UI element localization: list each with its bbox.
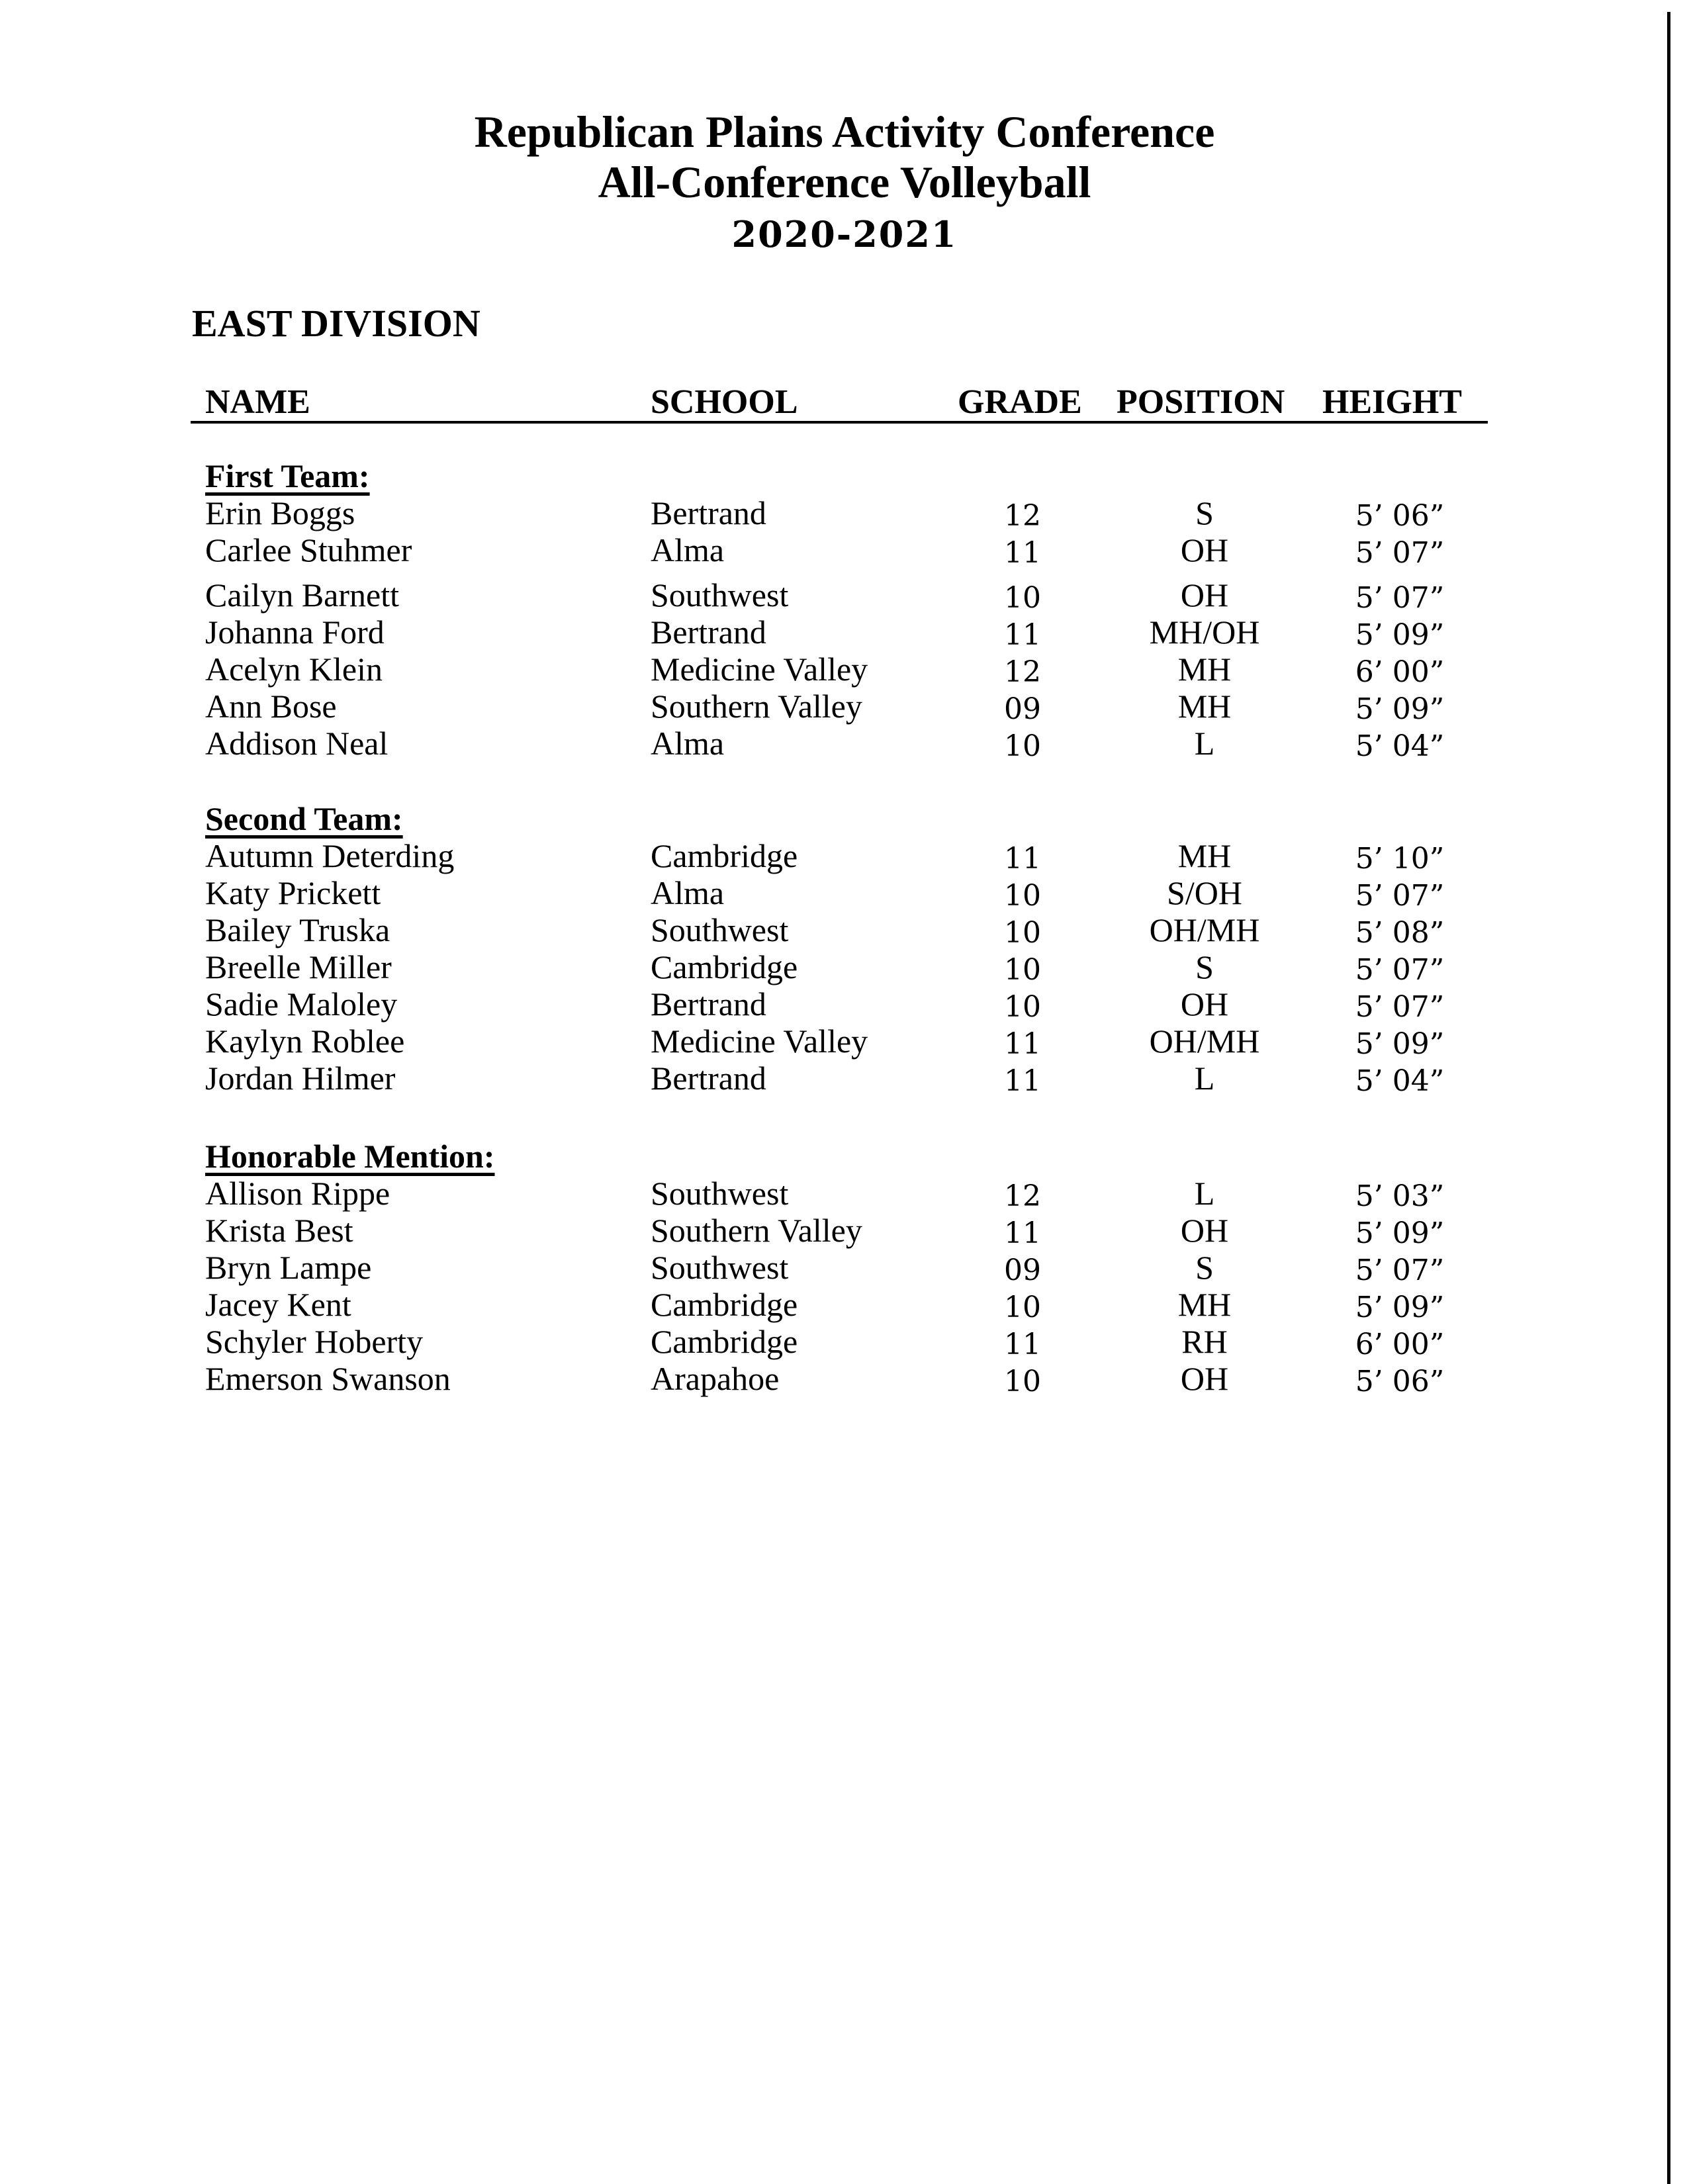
header-grade: GRADE [958, 383, 1082, 421]
cell-position: L [1194, 1060, 1215, 1097]
header-rule [191, 421, 1488, 424]
cell-position: OH [1180, 1360, 1229, 1397]
cell-grade: 10 [1004, 1291, 1041, 1324]
cell-name: Kaylyn Roblee [205, 1023, 405, 1060]
cell-grade: 11 [1004, 1216, 1041, 1250]
cell-height: 5’ 07” [1355, 953, 1445, 987]
cell-height: 5’ 07” [1355, 536, 1445, 570]
cell-school: Southern Valley [651, 1212, 862, 1249]
table-row [0, 650, 1689, 687]
table-row [0, 1248, 1689, 1285]
cell-school: Alma [651, 874, 725, 911]
cell-position: OH/MH [1149, 911, 1260, 948]
cell-height: 5’ 09” [1355, 1027, 1445, 1061]
table-row [0, 837, 1689, 874]
cell-grade: 11 [1004, 1027, 1041, 1061]
cell-height: 6’ 00” [1355, 1328, 1445, 1361]
cell-school: Medicine Valley [651, 1023, 868, 1060]
season-title: 2020-2021 [731, 213, 958, 255]
cell-position: S [1195, 494, 1214, 531]
cell-position: RH [1181, 1323, 1228, 1360]
cell-position: OH [1180, 985, 1229, 1023]
cell-height: 5’ 07” [1355, 879, 1445, 913]
cell-position: OH [1180, 1212, 1229, 1249]
conference-title: Republican Plains Activity Conference [474, 107, 1215, 157]
cell-grade: 09 [1004, 692, 1041, 726]
table-row [0, 911, 1689, 948]
cell-height: 5’ 06” [1355, 499, 1445, 533]
cell-grade: 11 [1004, 1328, 1041, 1361]
cell-position: MH [1177, 837, 1232, 874]
cell-height: 5’ 08” [1355, 916, 1445, 950]
cell-name: Cailyn Barnett [205, 576, 399, 614]
header-name: NAME [205, 383, 310, 421]
cell-school: Cambridge [651, 837, 798, 874]
cell-name: Jordan Hilmer [205, 1060, 396, 1097]
cell-position: MH [1177, 1286, 1232, 1323]
cell-grade: 10 [1004, 581, 1041, 615]
cell-name: Autumn Deterding [205, 837, 455, 874]
cell-height: 5’ 04” [1355, 729, 1445, 763]
cell-school: Southwest [651, 1175, 789, 1212]
cell-position: OH/MH [1149, 1023, 1260, 1060]
table-row [0, 687, 1689, 724]
cell-grade: 11 [1004, 842, 1041, 876]
cell-name: Emerson Swanson [205, 1360, 451, 1397]
cell-name: Erin Boggs [205, 494, 355, 531]
cell-height: 5’ 09” [1355, 1291, 1445, 1324]
header-position: POSITION [1117, 383, 1285, 421]
table-row [0, 531, 1689, 568]
cell-grade: 10 [1004, 953, 1041, 987]
division-heading: EAST DIVISION [192, 302, 480, 345]
table-row [0, 576, 1689, 613]
cell-height: 5’ 06” [1355, 1365, 1445, 1398]
cell-school: Southwest [651, 1249, 789, 1286]
cell-school: Alma [651, 725, 725, 762]
cell-height: 5’ 04” [1355, 1064, 1445, 1098]
section-heading: Honorable Mention: [205, 1138, 495, 1175]
cell-height: 5’ 07” [1355, 1253, 1445, 1287]
cell-school: Medicine Valley [651, 651, 868, 688]
cell-grade: 11 [1004, 618, 1041, 652]
header-school: SCHOOL [651, 383, 798, 421]
table-row [0, 494, 1689, 531]
cell-height: 5’ 09” [1355, 618, 1445, 652]
cell-school: Cambridge [651, 1286, 798, 1323]
cell-name: Ann Bose [205, 688, 337, 725]
cell-height: 5’ 03” [1355, 1179, 1445, 1213]
cell-name: Sadie Maloley [205, 985, 398, 1023]
cell-school: Southwest [651, 576, 789, 614]
table-row [0, 613, 1689, 650]
cell-position: MH [1177, 651, 1232, 688]
cell-school: Arapahoe [651, 1360, 780, 1397]
cell-name: Jacey Kent [205, 1286, 351, 1323]
section-heading: First Team: [205, 457, 370, 494]
header-height: HEIGHT [1322, 383, 1462, 421]
sport-title: All-Conference Volleyball [598, 157, 1091, 207]
cell-height: 5’ 09” [1355, 1216, 1445, 1250]
cell-height: 6’ 00” [1355, 655, 1445, 689]
cell-position: S [1195, 948, 1214, 985]
cell-position: OH [1180, 576, 1229, 614]
cell-grade: 10 [1004, 729, 1041, 763]
cell-name: Breelle Miller [205, 948, 392, 985]
cell-name: Addison Neal [205, 725, 388, 762]
cell-grade: 12 [1004, 655, 1041, 689]
cell-position: L [1194, 725, 1215, 762]
cell-position: L [1194, 1175, 1215, 1212]
cell-school: Bertrand [651, 985, 766, 1023]
cell-name: Bailey Truska [205, 911, 390, 948]
table-row [0, 1322, 1689, 1359]
cell-grade: 12 [1004, 1179, 1041, 1213]
cell-position: OH [1180, 531, 1229, 569]
table-row [0, 874, 1689, 911]
cell-position: S [1195, 1249, 1214, 1286]
table-row [0, 1174, 1689, 1211]
cell-grade: 12 [1004, 499, 1041, 533]
cell-grade: 10 [1004, 1365, 1041, 1398]
cell-grade: 10 [1004, 916, 1041, 950]
cell-school: Cambridge [651, 948, 798, 985]
table-row [0, 1059, 1689, 1096]
cell-name: Katy Prickett [205, 874, 381, 911]
cell-name: Allison Rippe [205, 1175, 390, 1212]
cell-name: Schyler Hoberty [205, 1323, 424, 1360]
cell-school: Southwest [651, 911, 789, 948]
cell-school: Alma [651, 531, 725, 569]
cell-name: Bryn Lampe [205, 1249, 372, 1286]
cell-grade: 10 [1004, 990, 1041, 1024]
cell-name: Johanna Ford [205, 614, 385, 651]
cell-name: Krista Best [205, 1212, 353, 1249]
cell-name: Acelyn Klein [205, 651, 383, 688]
cell-school: Bertrand [651, 1060, 766, 1097]
table-row [0, 1211, 1689, 1248]
cell-school: Bertrand [651, 614, 766, 651]
table-row [0, 985, 1689, 1022]
table-header [0, 383, 1689, 422]
table-row [0, 1022, 1689, 1059]
cell-name: Carlee Stuhmer [205, 531, 412, 569]
cell-position: MH [1177, 688, 1232, 725]
cell-grade: 11 [1004, 536, 1041, 570]
cell-grade: 11 [1004, 1064, 1041, 1098]
cell-height: 5’ 10” [1355, 842, 1445, 876]
table-row [0, 724, 1689, 761]
table-row [0, 1285, 1689, 1322]
cell-grade: 10 [1004, 879, 1041, 913]
cell-school: Bertrand [651, 494, 766, 531]
table-row [0, 948, 1689, 985]
cell-school: Southern Valley [651, 688, 862, 725]
cell-height: 5’ 09” [1355, 692, 1445, 726]
cell-grade: 09 [1004, 1253, 1041, 1287]
table-row [0, 1359, 1689, 1396]
section-heading: Second Team: [205, 800, 403, 837]
cell-position: MH/OH [1149, 614, 1260, 651]
cell-school: Cambridge [651, 1323, 798, 1360]
cell-position: S/OH [1167, 874, 1242, 911]
cell-height: 5’ 07” [1355, 990, 1445, 1024]
cell-height: 5’ 07” [1355, 581, 1445, 615]
scan-edge-line [1667, 12, 1670, 2184]
